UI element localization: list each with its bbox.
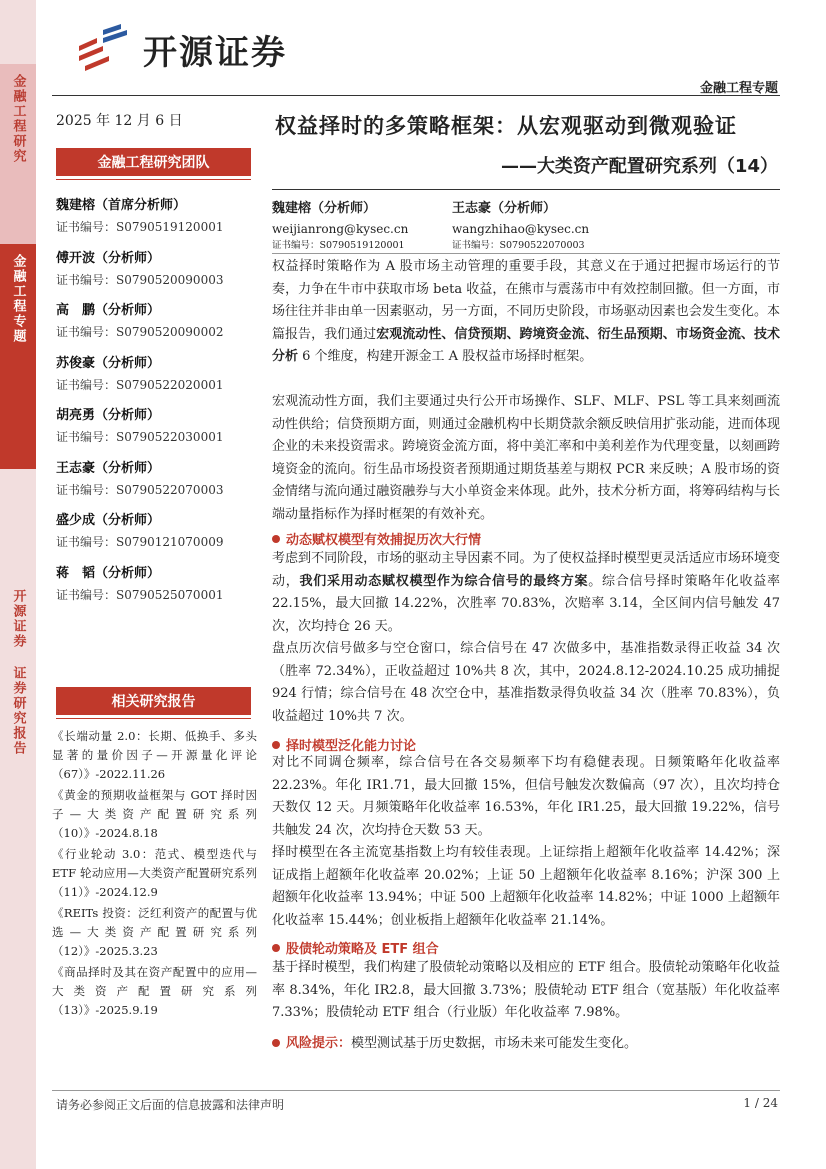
side-strip <box>0 0 36 1169</box>
analyst-name: 苏俊豪（分析师） <box>56 355 161 371</box>
analyst-name: 盛少成（分析师） <box>56 513 161 528</box>
header-divider <box>52 95 780 96</box>
risk-warning <box>272 1033 780 1056</box>
paragraph-text: 。综合信号择时策略年化收益率 22.15%，最大回撤 14.22%，次胜率 70.83%，次赔率 3.14，全区间内信号触发 47 次，次均持仓 26 天。 <box>272 573 780 634</box>
section-title: 择时模型泛化能力讨论 <box>286 739 417 754</box>
intro-text: 权益择时策略作为 A 股市场主动管理的重要手段，其意义在于通过把握市场运行的节奏，力争在牛市中获取市场 beta 收益，在熊市与震荡市中有效控制回撤。但一方面，市场往往并非由单一因素驱动，另一方面，不同历史阶段，市场驱动因素也会发生变化。本篇报告，我们通过 <box>272 259 780 342</box>
author-email[interactable]: wangzhihao@kysec.cn <box>452 222 590 236</box>
analyst-cert: 证书编号：S0790522070003 <box>56 482 224 497</box>
analyst-item <box>56 563 256 616</box>
analyst-cert: 证书编号：S0790519120001 <box>56 220 224 234</box>
analyst-item <box>56 510 256 563</box>
related-report-link[interactable]: 《黄金的预期收益框架与 GOT 择时因子—大类资产配置研究系列（10）》-2024.8.18 <box>52 788 257 840</box>
author-card <box>452 198 589 254</box>
logo-mark-icon <box>73 24 133 74</box>
related-report-link[interactable]: 《商品择时及其在资产配置中的应用—大类资产配置研究系列（13）》-2025.9.19 <box>52 965 257 1017</box>
related-report-link[interactable]: 《REITs 投资：泛红利资产的配置与优选—大类资产配置研究系列（12）》-2025.3.23 <box>52 906 257 958</box>
analyst-cert: 证书编号：S0790520090003 <box>56 272 224 287</box>
analyst-item <box>56 353 256 406</box>
analyst-item <box>56 248 256 301</box>
author-divider <box>272 253 780 254</box>
analyst-item <box>56 405 256 458</box>
section-1-paragraph-2: 盘点历次信号做多与空仓窗口，综合信号在 47 次做多中，基准指数录得正收益 34 次（胜率 72.34%），正收益超过 10%共 8 次，其中，2024.8.12-2024.10.25 成功捕捉 924 行情；综合信号在 48 次空仓中，基准指数录得负收益 34 次（胜率 70.83%），负收益超过 10%共 7 次。 <box>272 641 780 724</box>
risk-title: 风险提示： <box>286 1036 352 1051</box>
section-heading <box>272 529 481 548</box>
bullet-icon <box>272 1039 280 1047</box>
side-label-research: 金融工程研究 <box>0 64 36 244</box>
footer-divider <box>52 1090 780 1091</box>
side-label-topic: 金融工程专题 <box>0 244 36 469</box>
author-name: 王志豪（分析师） <box>452 201 557 216</box>
analyst-name: 蒋 韬（分析师） <box>56 565 161 581</box>
author-cert: 证书编号：S0790522070003 <box>452 240 585 251</box>
analyst-name: 魏建榕（首席分析师） <box>56 198 187 213</box>
related-report-link[interactable]: 《行业轮动 3.0：范式、模型迭代与 ETF 轮动应用—大类资产配置研究系列（11）》-2024.12.9 <box>52 847 257 899</box>
related-reports-list <box>52 727 257 1022</box>
author-cert: 证书编号：S0790519120001 <box>272 240 405 251</box>
section-2-paragraph-2: 择时模型在各主流宽基指数上均有较佳表现。上证综指上超额年化收益率 14.42%；深证成指上超额年化收益率 20.02%；上证 50 上超额年化收益率 8.16%；沪深 300 上超额年化收益率 13.94%；中证 500 上超额年化收益率 14.82%；中证 1000 上超额年化收益率 15.44%；创业板指上超额年化收益率 21.14%。 <box>272 845 780 928</box>
footer-disclaimer: 请务必参阅正文后面的信息披露和法律声明 <box>56 1098 285 1112</box>
report-category: 金融工程专题 <box>699 81 778 96</box>
paragraph-text: 考虑到不同阶段，市场的驱动主导因素不同。为了使权益择时模型更灵活适应市场环境变动， <box>272 551 780 589</box>
section-title: 股债轮动策略及 ETF 组合 <box>286 942 439 957</box>
analyst-cert: 证书编号：S0790522030001 <box>56 430 224 444</box>
title-divider <box>272 189 780 190</box>
analyst-name: 胡亮勇（分析师） <box>56 408 161 423</box>
section-3-paragraph-1: 基于择时模型，我们构建了股债轮动策略以及相应的 ETF 组合。股债轮动策略年化收益率 8.34%，年化 IR2.8，最大回撤 3.73%；股债轮动 ETF 组合（宽基版）年化收益率 7.33%；股债轮动 ETF 组合（行业版）年化收益率 7.98%。 <box>272 960 780 1020</box>
analyst-name: 傅开波（分析师） <box>56 250 161 266</box>
report-date: 2025 年 12 月 6 日 <box>56 113 183 129</box>
analyst-cert: 证书编号：S0790520090002 <box>56 325 224 339</box>
related-reports-title: 相关研究报告 <box>56 687 251 715</box>
section-heading <box>272 938 439 957</box>
bullet-icon <box>272 944 280 952</box>
analyst-cert: 证书编号：S0790525070001 <box>56 587 224 602</box>
logo-text: 开源证券 <box>143 32 287 73</box>
analyst-item <box>56 300 256 353</box>
analyst-name: 高 鹏（分析师） <box>56 303 161 318</box>
report-subtitle: ——大类资产配置研究系列（14） <box>500 156 778 177</box>
bullet-icon <box>272 535 280 543</box>
author-card <box>272 198 408 254</box>
section-2-paragraph-1: 对比不同调仓频率，综合信号在各交易频率下均有稳健表现。日频策略年化收益率 22.23%。年化 IR1.71，最大回撤 15%，但信号触发次数偏高（97 次），且次均持仓天数仅 12 天。月频策略年化收益率 16.53%，年化 IR1.25，最大回撤 19.22%，信号共触发 24 次，次均持仓天数 53 天。 <box>272 755 780 838</box>
analyst-cert: 证书编号：S0790522020001 <box>56 377 224 392</box>
page-number: 1 / 24 <box>743 1096 778 1110</box>
section-title: 动态赋权模型有效捕捉历次大行情 <box>286 533 482 548</box>
intro-text: 6 个维度，构建开源金工 A 股权益市场择时框架。 <box>298 349 593 364</box>
analyst-cert: 证书编号：S0790121070009 <box>56 535 224 549</box>
report-title: 权益择时的多策略框架：从宏观驱动到微观验证 <box>275 114 737 138</box>
author-email[interactable]: weijianrong@kysec.cn <box>272 222 409 236</box>
analyst-item <box>56 458 256 511</box>
analyst-name: 王志豪（分析师） <box>56 460 161 476</box>
intro-emphasis: 宏观流动性、信贷预期、跨境资金流、衍生品预期、市场资金流、技术分析 <box>272 326 780 364</box>
company-logo <box>73 24 287 74</box>
bullet-icon <box>272 741 280 749</box>
risk-text: 模型测试基于历史数据，市场未来可能发生变化。 <box>351 1036 638 1051</box>
intro-paragraph-1 <box>272 256 780 369</box>
author-name: 魏建榕（分析师） <box>272 201 377 216</box>
intro-paragraph-2: 宏观流动性方面，我们主要通过央行公开市场操作、SLF、MLF、PSL 等工具来刻画流动性供给；信贷预期方面，则通过金融机构中长期贷款余额反映信用扩张动能，进而体现企业的未来投资需求。跨境资金流方面，将中美汇率和中美利差作为代理变量，以刻画跨境资金的流向。衍生品市场投资者预期通过期货基差与期权 PCR 来反映；A 股市场的资金情绪与流向通过融资融券与大小单资金来体现。此外，技术分析方面，将筹码结构与长端动量指标作为择时框架的有效补充。 <box>272 394 780 522</box>
team-title: 金融工程研究团队 <box>56 148 251 176</box>
paragraph-emphasis: 我们采用动态赋权模型作为综合信号的最终方案 <box>299 573 589 589</box>
analyst-item <box>56 195 256 248</box>
related-report-link[interactable]: 《长端动量 2.0：长期、低换手、多头显著的量价因子—开源量化评论（67）》-2022.11.26 <box>52 729 257 781</box>
side-label-brand: 开源证券 证券研究报告 <box>0 469 36 1169</box>
section-1-paragraph-1 <box>272 548 780 638</box>
analyst-list <box>56 195 256 615</box>
